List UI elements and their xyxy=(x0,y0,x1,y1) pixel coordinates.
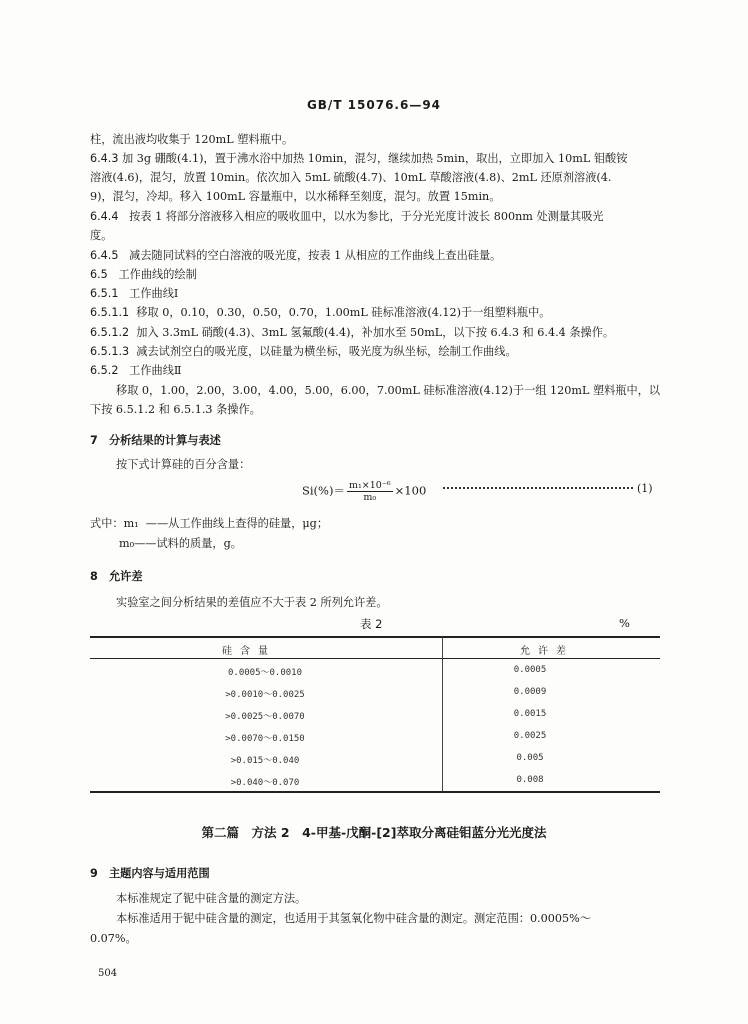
body-line-text: 加 3g 硼酸(4.1)，置于沸水浴中加热 10min，混匀，继续加热 5min，取出，立即加入 10mL 钼酸铵 xyxy=(122,152,628,165)
formula-denominator: m₀ xyxy=(363,492,377,503)
table-caption: 表 2 xyxy=(360,617,383,631)
table-cell: 0.008 xyxy=(516,775,544,785)
table-cell: 0.0005～0.0010 xyxy=(227,668,303,678)
where-line xyxy=(119,537,242,551)
table-cell: >0.0010～0.0025 xyxy=(225,690,305,700)
section-heading: 7 分析结果的计算与表述 xyxy=(90,434,221,447)
table-unit: % xyxy=(619,616,630,630)
body-line-text: 工作曲线Ⅰ xyxy=(129,287,179,300)
body-line xyxy=(90,190,500,204)
body-line xyxy=(90,268,197,282)
table-cell: >0.0070～0.0150 xyxy=(225,734,305,744)
formula-lhs: Si(%)＝ xyxy=(302,483,345,498)
page-number: 504 xyxy=(98,968,118,979)
body-line-text: 本标准规定了铌中硅含量的测定方法。 xyxy=(116,892,307,905)
table-cell: 0.0015 xyxy=(513,709,547,719)
table-header-tolerance: 允许差 xyxy=(520,646,574,657)
formula-numerator: m₁×10⁻⁶ xyxy=(348,480,391,491)
clause-number: 6.5.2 xyxy=(90,364,119,377)
table-cell: >0.040～0.070 xyxy=(230,778,300,788)
table-cell: 0.005 xyxy=(516,753,544,763)
where-desc: ——试料的质量，g。 xyxy=(134,537,242,550)
table-cell: >0.015～0.040 xyxy=(230,756,300,766)
body-line xyxy=(90,306,550,320)
body-line-text: 下按 6.5.1.2 和 6.5.1.3 条操作。 xyxy=(90,403,261,416)
body-line xyxy=(90,345,517,359)
clause-number: 6.4.4 xyxy=(90,210,119,223)
clause-number: 6.5.1 xyxy=(90,287,119,300)
body-line-text: 移取 0，0.10，0.30，0.50，0.70，1.00mL 硅标准溶液(4.12)于一组塑料瓶中。 xyxy=(136,306,551,319)
body-line-text: 工作曲线的绘制 xyxy=(118,268,197,281)
table-top-rule xyxy=(90,636,660,638)
body-line xyxy=(90,133,293,147)
formula-fraction xyxy=(347,480,393,503)
body-line xyxy=(90,249,501,263)
body-line-text: 0.07%。 xyxy=(90,932,137,945)
section-heading: 9 主题内容与适用范围 xyxy=(90,867,210,880)
body-line xyxy=(90,171,611,185)
body-line-text: 减去试剂空白的吸光度，以硅量为横坐标，吸光度为纵坐标，绘制工作曲线。 xyxy=(136,345,517,358)
body-line-text: 度。 xyxy=(90,229,113,242)
clause-number: 6.4.5 xyxy=(90,249,119,262)
body-line-text: 溶液(4.6)，混匀，放置 10min。依次加入 5mL 硫酸(4.7)、10mL 草酸溶液(4.8)、2mL 还原剂溶液(4. xyxy=(90,171,612,184)
table-column-divider xyxy=(442,637,443,791)
body-line-text: 减去随同试料的空白溶液的吸光度，按表 1 从相应的工作曲线上查出硅量。 xyxy=(129,249,502,262)
table-header-rule xyxy=(90,658,660,659)
clause-number: 6.5.1.2 xyxy=(90,326,130,339)
table-cell: 0.0009 xyxy=(513,687,547,697)
body-line-text: 移取 0，1.00，2.00，3.00，4.00，5.00，6.00，7.00mL 硅标准溶液(4.12)于一组 120mL 塑料瓶中，以 xyxy=(116,384,661,397)
body-line-text: 工作曲线Ⅱ xyxy=(129,364,182,377)
body-line-text: 按下式计算硅的百分含量： xyxy=(116,458,251,471)
clause-number: 6.4.3 xyxy=(90,152,119,165)
where-symbol: 式中：m₁ xyxy=(90,517,139,530)
where-desc: ——从工作曲线上查得的硅量，μg； xyxy=(145,517,329,530)
body-line xyxy=(90,287,178,301)
standard-header: GB/T 15076.6—94 xyxy=(306,98,442,112)
where-line xyxy=(90,517,328,531)
equation-number: (1) xyxy=(637,482,653,495)
table-cell: >0.0025～0.0070 xyxy=(225,712,305,722)
clause-number: 6.5 xyxy=(90,268,108,281)
part-title: 第二篇 方法 2 4-甲基-戊酮-[2]萃取分离硅钼蓝分光光度法 xyxy=(201,825,547,840)
body-line xyxy=(90,326,614,340)
body-line xyxy=(90,210,604,224)
formula-rhs: ×100 xyxy=(394,483,427,498)
formula xyxy=(302,480,426,503)
body-line-text: 实验室之间分析结果的差值应不大于表 2 所列允许差。 xyxy=(116,596,388,609)
clause-number: 6.5.1.3 xyxy=(90,345,130,358)
body-line xyxy=(116,384,660,398)
table-cell: 0.0005 xyxy=(513,665,547,675)
body-line xyxy=(90,152,627,166)
body-line-text: 柱，流出液均收集于 120mL 塑料瓶中。 xyxy=(90,133,294,146)
leader-dots xyxy=(443,487,633,489)
section-heading: 8 允许差 xyxy=(90,570,143,583)
body-line-text: 本标准适用于铌中硅含量的测定，也适用于其氢氧化物中硅含量的测定。测定范围：0.0005%～ xyxy=(116,912,591,925)
body-line xyxy=(90,364,182,378)
table-bottom-rule xyxy=(90,791,660,793)
body-line-text: 9)，混匀，冷却。移入 100mL 容量瓶中，以水稀释至刻度，混匀。放置 15min。 xyxy=(90,190,501,203)
body-line-text: 加入 3.3mL 硝酸(4.3)、3mL 氢氟酸(4.4)，补加水至 50mL，以下按 6.4.3 和 6.4.4 条操作。 xyxy=(136,326,615,339)
table-cell: 0.0025 xyxy=(513,731,547,741)
body-line xyxy=(90,229,112,243)
body-line xyxy=(90,403,261,417)
table-header-silicon: 硅含量 xyxy=(222,646,276,657)
body-line-text: 按表 1 将部分溶液移入相应的吸收皿中，以水为参比，于分光光度计波长 800nm 处测量其吸光 xyxy=(129,210,604,223)
clause-number: 6.5.1.1 xyxy=(90,306,130,319)
where-symbol: m₀ xyxy=(119,537,135,550)
